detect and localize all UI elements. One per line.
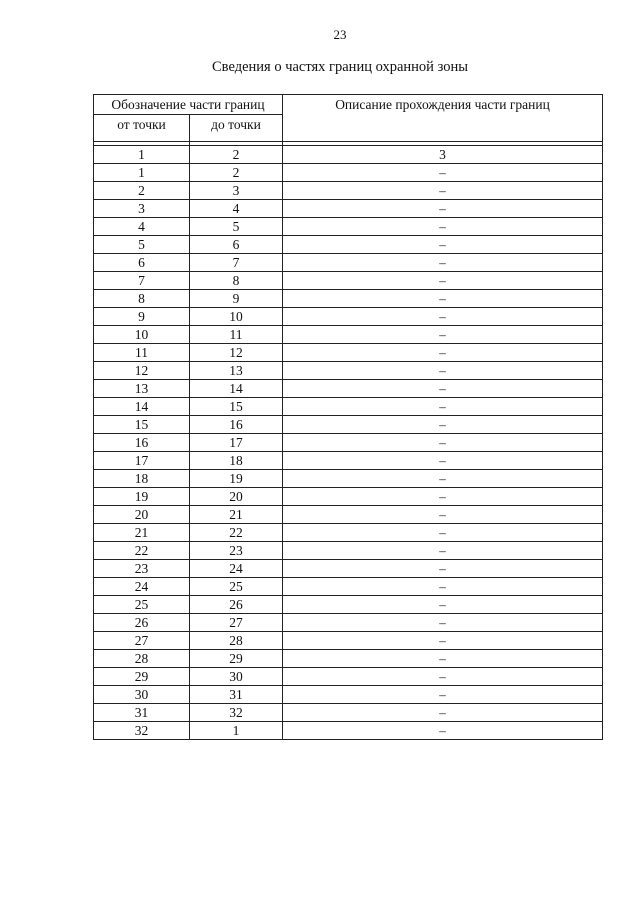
cell-description: – bbox=[283, 614, 603, 632]
cell-from-point: 1 bbox=[94, 164, 190, 182]
cell-description: – bbox=[283, 200, 603, 218]
cell-description: – bbox=[283, 578, 603, 596]
cell-to-point: 25 bbox=[190, 578, 283, 596]
cell-description: – bbox=[283, 452, 603, 470]
table-row bbox=[94, 524, 603, 542]
cell-description: – bbox=[283, 470, 603, 488]
cell-to-point: 1 bbox=[190, 722, 283, 740]
cell-description: – bbox=[283, 686, 603, 704]
cell-description: – bbox=[283, 290, 603, 308]
cell-description: – bbox=[283, 362, 603, 380]
table-row bbox=[94, 218, 603, 236]
cell-description: – bbox=[283, 488, 603, 506]
cell-from-point: 6 bbox=[94, 254, 190, 272]
cell-to-point: 11 bbox=[190, 326, 283, 344]
table-row bbox=[94, 506, 603, 524]
cell-description: – bbox=[283, 344, 603, 362]
cell-from-point: 21 bbox=[94, 524, 190, 542]
table-row bbox=[94, 704, 603, 722]
header-boundary-designation: Обозначение части границ bbox=[94, 95, 283, 115]
cell-description: – bbox=[283, 542, 603, 560]
cell-from-point: 7 bbox=[94, 272, 190, 290]
table-row bbox=[94, 488, 603, 506]
cell-to-point: 29 bbox=[190, 650, 283, 668]
cell-to-point: 23 bbox=[190, 542, 283, 560]
cell-description: – bbox=[283, 218, 603, 236]
cell-description: – bbox=[283, 506, 603, 524]
table-body bbox=[94, 164, 603, 740]
table-row bbox=[94, 200, 603, 218]
table-row bbox=[94, 164, 603, 182]
cell-to-point: 9 bbox=[190, 290, 283, 308]
table-row bbox=[94, 308, 603, 326]
cell-description: – bbox=[283, 236, 603, 254]
cell-from-point: 29 bbox=[94, 668, 190, 686]
table-row bbox=[94, 398, 603, 416]
cell-from-point: 9 bbox=[94, 308, 190, 326]
table-row bbox=[94, 380, 603, 398]
cell-description: – bbox=[283, 722, 603, 740]
cell-from-point: 15 bbox=[94, 416, 190, 434]
table-row bbox=[94, 290, 603, 308]
column-number: 2 bbox=[190, 146, 283, 164]
cell-description: – bbox=[283, 704, 603, 722]
table-row bbox=[94, 668, 603, 686]
cell-to-point: 24 bbox=[190, 560, 283, 578]
cell-to-point: 6 bbox=[190, 236, 283, 254]
cell-to-point: 27 bbox=[190, 614, 283, 632]
cell-to-point: 19 bbox=[190, 470, 283, 488]
cell-to-point: 20 bbox=[190, 488, 283, 506]
table-row bbox=[94, 560, 603, 578]
cell-from-point: 11 bbox=[94, 344, 190, 362]
cell-from-point: 31 bbox=[94, 704, 190, 722]
cell-description: – bbox=[283, 632, 603, 650]
table-row bbox=[94, 344, 603, 362]
cell-from-point: 8 bbox=[94, 290, 190, 308]
boundary-parts-table bbox=[93, 94, 603, 740]
cell-to-point: 14 bbox=[190, 380, 283, 398]
cell-description: – bbox=[283, 164, 603, 182]
document-title: Сведения о частях границ охранной зоны bbox=[212, 59, 468, 75]
cell-to-point: 10 bbox=[190, 308, 283, 326]
cell-to-point: 5 bbox=[190, 218, 283, 236]
header-boundary-description: Описание прохождения части границ bbox=[283, 95, 603, 142]
cell-from-point: 17 bbox=[94, 452, 190, 470]
cell-description: – bbox=[283, 560, 603, 578]
cell-from-point: 16 bbox=[94, 434, 190, 452]
cell-to-point: 32 bbox=[190, 704, 283, 722]
header-to-point: до точки bbox=[190, 115, 283, 142]
cell-from-point: 20 bbox=[94, 506, 190, 524]
cell-to-point: 22 bbox=[190, 524, 283, 542]
cell-to-point: 21 bbox=[190, 506, 283, 524]
cell-description: – bbox=[283, 398, 603, 416]
cell-from-point: 26 bbox=[94, 614, 190, 632]
cell-from-point: 5 bbox=[94, 236, 190, 254]
cell-from-point: 10 bbox=[94, 326, 190, 344]
table-header-row bbox=[94, 95, 603, 115]
cell-from-point: 19 bbox=[94, 488, 190, 506]
cell-to-point: 13 bbox=[190, 362, 283, 380]
cell-to-point: 7 bbox=[190, 254, 283, 272]
cell-description: – bbox=[283, 326, 603, 344]
cell-to-point: 17 bbox=[190, 434, 283, 452]
table-row bbox=[94, 614, 603, 632]
cell-to-point: 15 bbox=[190, 398, 283, 416]
cell-from-point: 18 bbox=[94, 470, 190, 488]
table-row bbox=[94, 542, 603, 560]
cell-description: – bbox=[283, 524, 603, 542]
table-row bbox=[94, 650, 603, 668]
cell-to-point: 12 bbox=[190, 344, 283, 362]
cell-from-point: 3 bbox=[94, 200, 190, 218]
cell-description: – bbox=[283, 668, 603, 686]
cell-from-point: 25 bbox=[94, 596, 190, 614]
cell-description: – bbox=[283, 272, 603, 290]
cell-description: – bbox=[283, 434, 603, 452]
cell-from-point: 32 bbox=[94, 722, 190, 740]
table-row bbox=[94, 470, 603, 488]
cell-to-point: 16 bbox=[190, 416, 283, 434]
cell-description: – bbox=[283, 596, 603, 614]
cell-to-point: 28 bbox=[190, 632, 283, 650]
column-number: 3 bbox=[283, 146, 603, 164]
cell-to-point: 3 bbox=[190, 182, 283, 200]
cell-from-point: 23 bbox=[94, 560, 190, 578]
cell-to-point: 2 bbox=[190, 164, 283, 182]
cell-description: – bbox=[283, 182, 603, 200]
table-row bbox=[94, 236, 603, 254]
cell-from-point: 2 bbox=[94, 182, 190, 200]
cell-from-point: 4 bbox=[94, 218, 190, 236]
cell-from-point: 14 bbox=[94, 398, 190, 416]
table-row bbox=[94, 182, 603, 200]
table-row bbox=[94, 362, 603, 380]
cell-from-point: 22 bbox=[94, 542, 190, 560]
cell-from-point: 13 bbox=[94, 380, 190, 398]
table-row bbox=[94, 578, 603, 596]
cell-to-point: 4 bbox=[190, 200, 283, 218]
table-row bbox=[94, 596, 603, 614]
cell-description: – bbox=[283, 254, 603, 272]
cell-to-point: 30 bbox=[190, 668, 283, 686]
cell-to-point: 8 bbox=[190, 272, 283, 290]
table-row bbox=[94, 326, 603, 344]
column-number: 1 bbox=[94, 146, 190, 164]
page-number: 23 bbox=[333, 27, 347, 42]
cell-from-point: 27 bbox=[94, 632, 190, 650]
cell-description: – bbox=[283, 308, 603, 326]
table-row bbox=[94, 722, 603, 740]
header-from-point: от точки bbox=[94, 115, 190, 142]
cell-description: – bbox=[283, 416, 603, 434]
table-row bbox=[94, 632, 603, 650]
cell-from-point: 12 bbox=[94, 362, 190, 380]
cell-to-point: 18 bbox=[190, 452, 283, 470]
cell-from-point: 24 bbox=[94, 578, 190, 596]
table-row bbox=[94, 254, 603, 272]
table-row bbox=[94, 452, 603, 470]
cell-description: – bbox=[283, 650, 603, 668]
cell-to-point: 31 bbox=[190, 686, 283, 704]
cell-description: – bbox=[283, 380, 603, 398]
cell-from-point: 28 bbox=[94, 650, 190, 668]
table-row bbox=[94, 416, 603, 434]
table-row bbox=[94, 272, 603, 290]
column-numbers-row bbox=[94, 146, 603, 164]
cell-to-point: 26 bbox=[190, 596, 283, 614]
table-row bbox=[94, 686, 603, 704]
cell-from-point: 30 bbox=[94, 686, 190, 704]
table-row bbox=[94, 434, 603, 452]
